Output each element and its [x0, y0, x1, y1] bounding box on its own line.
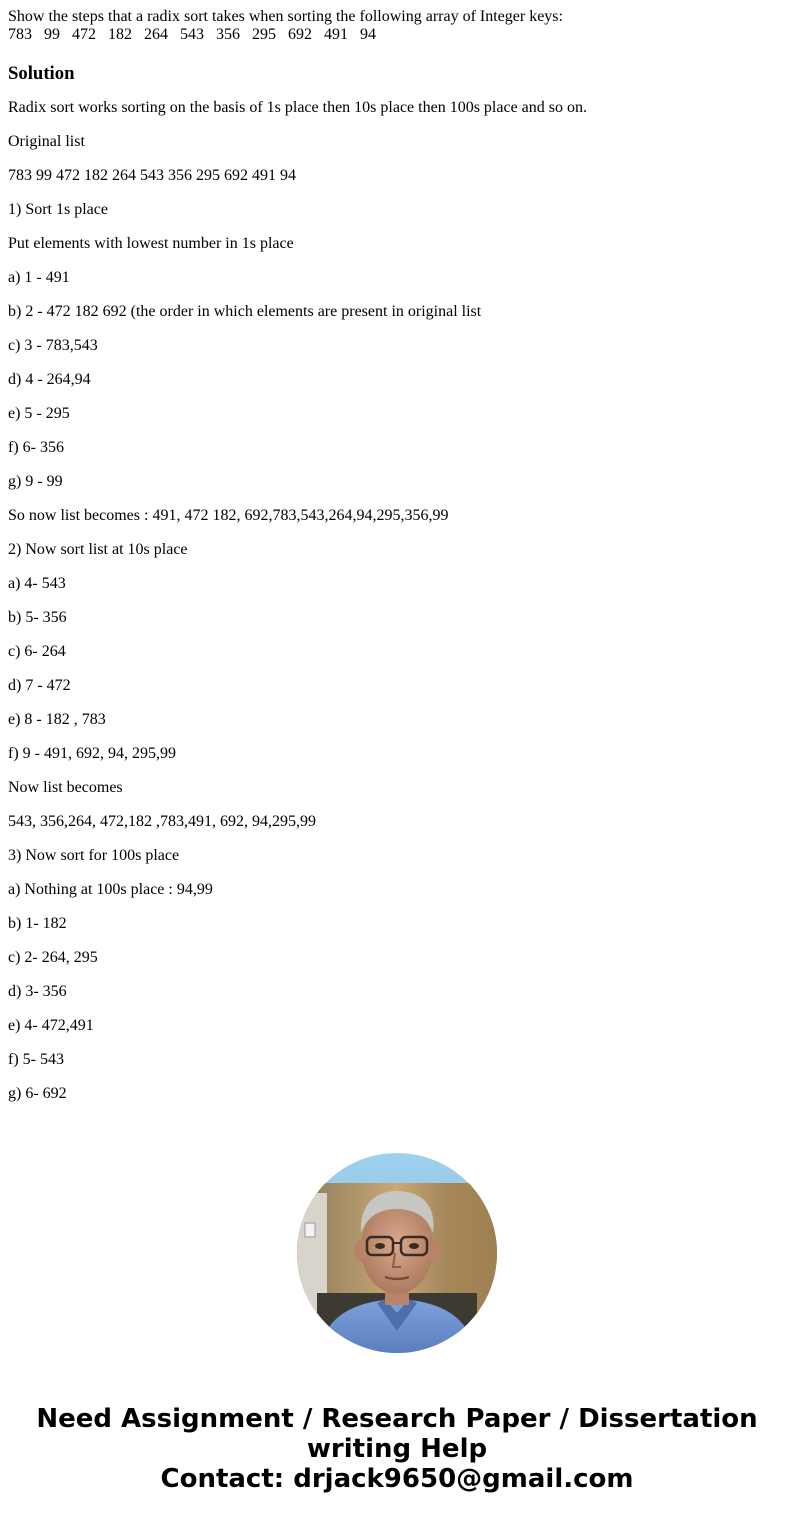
avatar-portrait-image: [297, 1153, 497, 1353]
solution-line: a) 1 - 491: [8, 269, 70, 286]
solution-line: So now list becomes : 491, 472 182, 692,783,543,264,94,295,356,99: [8, 507, 449, 524]
solution-line: 783 99 472 182 264 543 356 295 692 491 94: [8, 167, 296, 184]
solution-line: c) 3 - 783,543: [8, 337, 98, 354]
solution-steps: [8, 91, 786, 1111]
solution-heading: Solution: [8, 63, 75, 84]
solution-line: c) 2- 264, 295: [8, 949, 98, 966]
document-content: [8, 8, 786, 1111]
question-prompt: Show the steps that a radix sort takes when sorting the following array of Integer keys:: [8, 8, 563, 25]
solution-line: d) 3- 356: [8, 983, 67, 1000]
solution-line: b) 1- 182: [8, 915, 67, 932]
solution-line: 2) Now sort list at 10s place: [8, 541, 188, 558]
solution-line: Now list becomes: [8, 779, 123, 796]
solution-line: Put elements with lowest number in 1s place: [8, 235, 294, 252]
solution-line: g) 9 - 99: [8, 473, 63, 490]
solution-line: g) 6- 692: [8, 1085, 67, 1102]
promo-banner: [0, 1404, 794, 1494]
solution-line: f) 9 - 491, 692, 94, 295,99: [8, 745, 176, 762]
promo-line-1: Need Assignment / Research Paper / Dissertation: [36, 1404, 758, 1434]
question-keys: 783 99 472 182 264 543 356 295 692 491 94: [8, 26, 376, 43]
solution-line: a) 4- 543: [8, 575, 66, 592]
solution-line: d) 4 - 264,94: [8, 371, 91, 388]
solution-line: f) 6- 356: [8, 439, 64, 456]
solution-line: Original list: [8, 133, 85, 150]
promo-contact: Contact: drjack9650@gmail.com: [160, 1464, 634, 1494]
author-avatar: [297, 1153, 497, 1353]
promo-line-2: writing Help: [306, 1434, 488, 1464]
solution-line: d) 7 - 472: [8, 677, 71, 694]
solution-line: 3) Now sort for 100s place: [8, 847, 180, 864]
solution-line: e) 8 - 182 , 783: [8, 711, 106, 728]
solution-line: f) 5- 543: [8, 1051, 64, 1068]
solution-line: b) 5- 356: [8, 609, 67, 626]
solution-line: 543, 356,264, 472,182 ,783,491, 692, 94,295,99: [8, 813, 316, 830]
solution-line: a) Nothing at 100s place : 94,99: [8, 881, 213, 898]
solution-line: 1) Sort 1s place: [8, 201, 108, 218]
solution-line: e) 4- 472,491: [8, 1017, 94, 1034]
solution-line: Radix sort works sorting on the basis of 1s place then 10s place then 100s place and so on.: [8, 99, 587, 116]
solution-line: c) 6- 264: [8, 643, 66, 660]
solution-line: b) 2 - 472 182 692 (the order in which elements are present in original list: [8, 303, 482, 320]
solution-line: e) 5 - 295: [8, 405, 70, 422]
